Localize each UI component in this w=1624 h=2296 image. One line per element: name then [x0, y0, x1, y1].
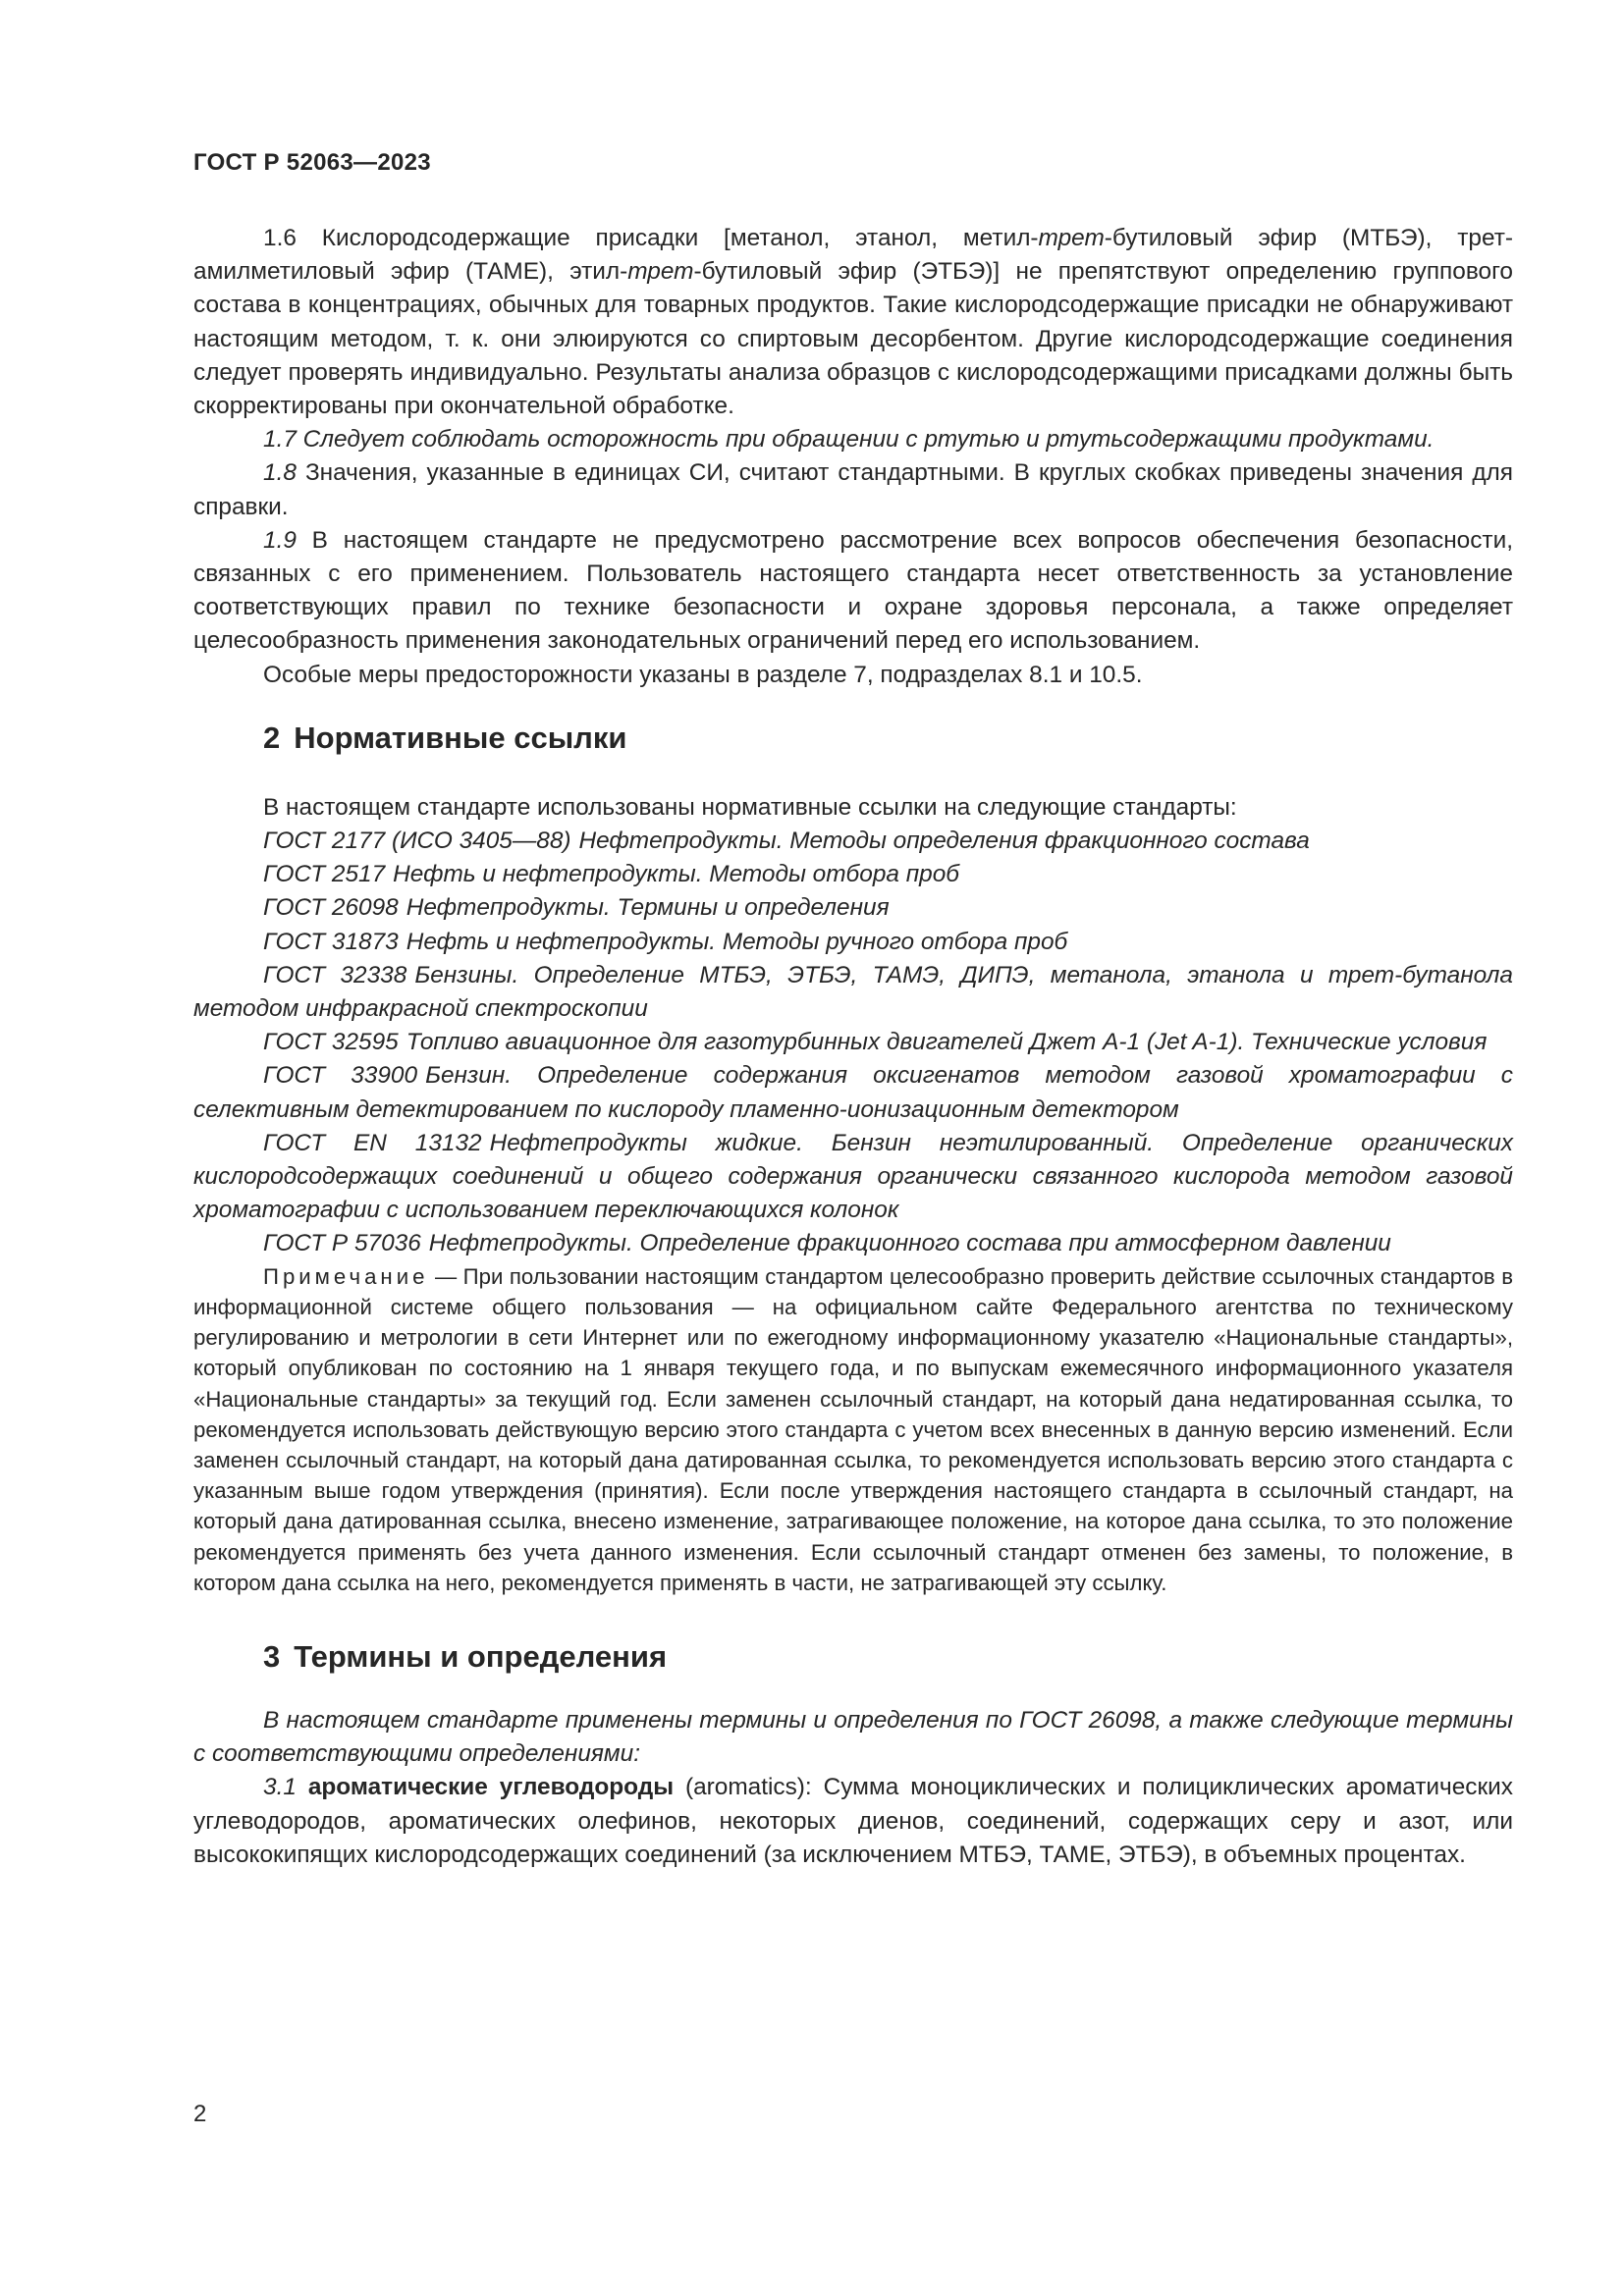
- reference-item: ГОСТ 2517 Нефть и нефтепродукты. Методы отбора проб: [263, 861, 960, 888]
- term-3-1: [193, 1771, 1513, 1872]
- reference-item: ГОСТ 26098 Нефтепродукты. Термины и определения: [263, 894, 890, 922]
- paragraph-1-7: 1.7 Следует соблюдать осторожность при обращении с ртутью и ртутьсодержащими продуктами.: [263, 426, 1435, 454]
- clause-number: 1.6: [263, 225, 297, 251]
- terms-intro: В настоящем стандарте применены термины и определения по ГОСТ 26098, а также следующие термины с соответствующими определениями:: [193, 1706, 1513, 1768]
- references-list: [193, 825, 1513, 1261]
- section-2-heading: 2 Нормативные ссылки: [263, 720, 627, 755]
- page-content: [193, 222, 1513, 1872]
- clause-number: 1.9: [263, 526, 297, 554]
- reference-item: ГОСТ Р 57036 Нефтепродукты. Определение фракционного состава при атмосферном давлении: [263, 1230, 1391, 1257]
- reference-item: ГОСТ 32595 Топливо авиационное для газотурбинных двигателей Джет А-1 (Jet A-1). Технические условия: [263, 1029, 1488, 1056]
- reference-item: ГОСТ 2177 (ИСО 3405—88) Нефтепродукты. Методы определения фракционного состава: [263, 828, 1310, 855]
- page-number: 2: [193, 2101, 207, 2127]
- reference-item: ГОСТ EN 13132 Нефтепродукты жидкие. Бензин неэтилированный. Определение органических кислородсодержащих соединений и общего содержания органически связанного кислорода методом газовой хроматографии с использованием переключающихся колонок: [193, 1129, 1513, 1224]
- section-3-heading: 3 Термины и определения: [263, 1638, 668, 1674]
- paragraph-1-8: 1.8 Значения, указанные в единицах СИ, считают стандартными. В круглых скобках приведены значения для справки.: [193, 459, 1513, 520]
- reference-item: ГОСТ 33900 Бензин. Определение содержания оксигенатов методом газовой хроматографии с селективным детектированием по кислороду пламенно-ионизационным детектором: [193, 1062, 1513, 1123]
- paragraph-1-6: 1.6 Кислородсодержащие присадки [метанол, этанол, метил-трет-бутиловый эфир (МТБЭ), трет-амилметиловый эфир (ТАМЕ), этил-трет-бутиловый эфир (ЭТБЭ)] не препятствуют определению группового состава в концентрациях, обычных для товарных продуктов. Такие кислородсодержащие присадки не обнаруживают настоящим методом, т. к. они элюируются со спиртовым десорбентом. Другие кислородсодержащие соединения следует проверять индивидуально. Результаты анализа образцов с кислородсодержащими присадками должны быть скорректированы при окончательной обработке.: [193, 225, 1513, 420]
- clause-number: 1.8: [263, 459, 297, 487]
- clause-number: 3.1: [263, 1774, 297, 1801]
- term-definition: Сумма моноциклических и полициклических ароматических углеводородов, ароматических олефинов, некоторых диенов, соединений, содержащих серу и азот, или высококипящих кислородсодержащих соединений (за исключением МТБЭ, ТАМЕ, ЭТБЭ), в объемных процентах.: [193, 1774, 1513, 1868]
- term-english: (aromatics):: [674, 1774, 824, 1801]
- term-name: ароматические углеводороды: [307, 1774, 675, 1801]
- references-intro: В настоящем стандарте использованы нормативные ссылки на следующие стандарты:: [263, 793, 1237, 821]
- paragraph-1-9: 1.9 В настоящем стандарте не предусмотрено рассмотрение всех вопросов обеспечения безопасности, связанных с его применением. Пользователь настоящего стандарта несет ответственность за установление соответствующих правил по технике безопасности и охране здоровья персонала, а также определяет целесообразность применения законодательных ограничений перед его использованием.: [193, 526, 1513, 655]
- reference-item: ГОСТ 31873 Нефть и нефтепродукты. Методы ручного отбора проб: [263, 928, 1068, 955]
- paragraph-special-measures: Особые меры предосторожности указаны в разделе 7, подразделах 8.1 и 10.5.: [263, 661, 1143, 688]
- references-note: Примечание — При пользовании настоящим стандартом целесообразно проверить действие ссылочных стандартов в информационной системе общего пользования — на официальном сайте Федерального агентства по техническому регулированию и метрологии в сети Интернет или по ежегодному информационному указателю «Национальные стандарты», который опубликован по состоянию на 1 января текущего года, и по выпускам ежемесячного информационного указателя «Национальные стандарты» за текущий год. Если заменен ссылочный стандарт, на который дана недатированная ссылка, то рекомендуется использовать действующую версию этого стандарта с учетом всех внесенных в данную версию изменений. Если заменен ссылочный стандарт, на который дана датированная ссылка, то рекомендуется использовать версию этого стандарта с указанным выше годом утверждения (принятия). Если после утверждения настоящего стандарта в ссылочный стандарт, на который дана датированная ссылка, внесено изменение, затрагивающее положение, на которое дана ссылка, то это положение рекомендуется применять без учета данного изменения. Если ссылочный стандарт отменен без замены, то положение, в котором дана ссылка на него, рекомендуется применять в части, не затрагивающей эту ссылку.: [193, 1263, 1513, 1595]
- note-label: Примечание: [263, 1263, 429, 1289]
- reference-item: ГОСТ 32338 Бензины. Определение МТБЭ, ЭТБЭ, ТАМЭ, ДИПЭ, метанола, этанола и трет-бутанола методом инфракрасной спектроскопии: [193, 961, 1513, 1023]
- document-header: ГОСТ Р 52063—2023: [193, 149, 431, 176]
